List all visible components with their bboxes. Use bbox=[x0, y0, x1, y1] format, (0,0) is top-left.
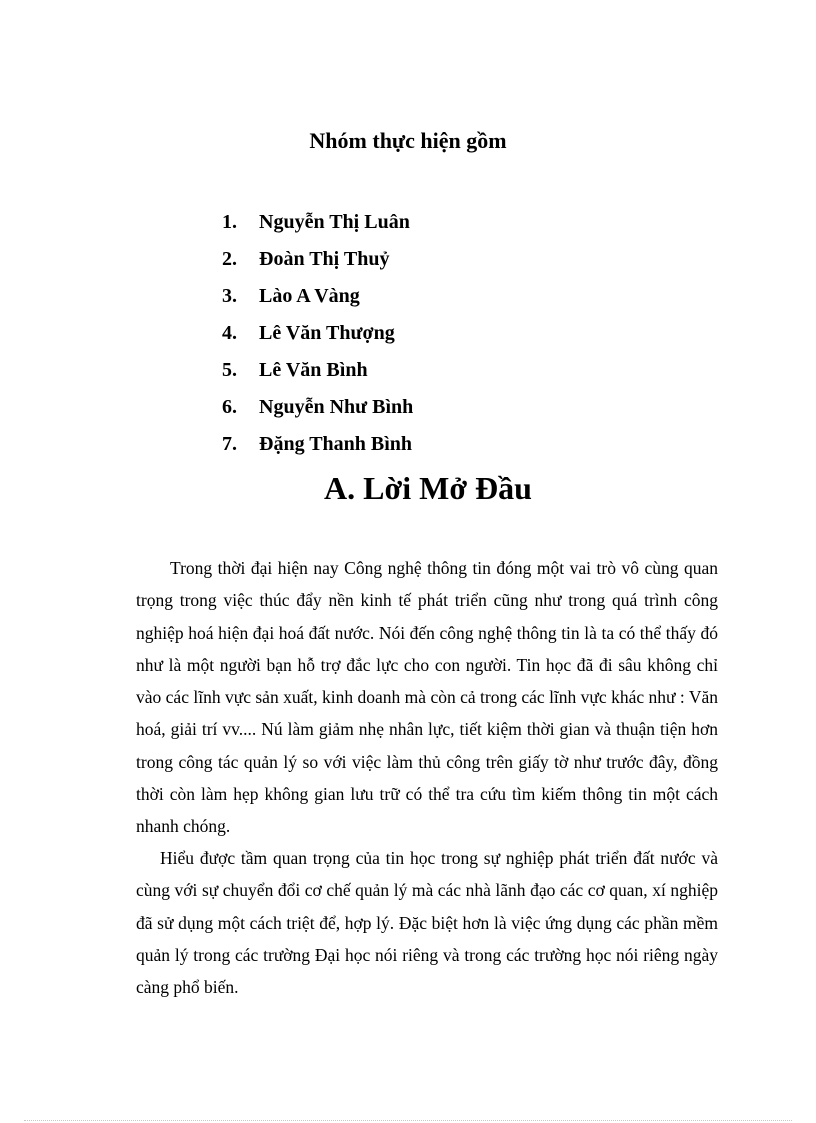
page-bottom-divider bbox=[24, 1120, 792, 1121]
member-item bbox=[222, 429, 413, 466]
member-name: Lào A Vàng bbox=[259, 285, 360, 307]
member-number: 7. bbox=[222, 433, 237, 455]
member-name: Lê Văn Thượng bbox=[259, 322, 395, 344]
member-number: 2. bbox=[222, 248, 237, 270]
member-number: 5. bbox=[222, 359, 237, 381]
member-item bbox=[222, 207, 413, 244]
member-list bbox=[222, 207, 413, 466]
member-number: 1. bbox=[222, 211, 237, 233]
member-item bbox=[222, 392, 413, 429]
member-name: Đặng Thanh Bình bbox=[259, 433, 413, 455]
member-name: Nguyễn Thị Luân bbox=[259, 211, 410, 233]
member-name: Đoàn Thị Thuỷ bbox=[259, 248, 390, 270]
member-number: 4. bbox=[222, 322, 237, 344]
member-item bbox=[222, 244, 413, 281]
member-name: Lê Văn Bình bbox=[259, 359, 368, 381]
member-number: 6. bbox=[222, 396, 237, 418]
intro-paragraph-2: Hiểu được tầm quan trọng của tin học trong sự nghiệp phát triển đất nước và cùng với sự chuyển đổi cơ chế quản lý mà các nhà lãnh đạo các cơ quan, xí nghiệp đã sử dụng một cách triệt để, hợp lý. Đặc biệt hơn là việc ứng dụng các phần mềm quản lý trong các trường Đại học nói riêng và trong các trường học nói riêng ngày càng phổ biến. bbox=[136, 848, 718, 998]
section-title: A. Lời Mở Đầu bbox=[324, 470, 532, 506]
intro-paragraph-1: Trong thời đại hiện nay Công nghệ thông tin đóng một vai trò vô cùng quan trọng trong việc thúc đẩy nền kinh tế phát triển cũng như trong quá trình công nghiệp hoá hiện đại hoá đất nước. Nói đến công nghệ thông tin là ta có thể thấy đó như là một người bạn hỗ trợ đắc lực cho con người. Tin học đã đi sâu không chỉ vào các lĩnh vực sản xuất, kinh doanh mà còn cả trong các lĩnh vực khác như : Văn hoá, giải trí vv.... Nú làm giảm nhẹ nhân lực, tiết kiệm thời gian và thuận tiện hơn trong công tác quản lý so với việc làm thủ công trên giấy tờ như trước đây, đồng thời còn làm hẹp không gian lưu trữ có thể tra cứu tìm kiếm thông tin một cách nhanh chóng. bbox=[136, 558, 718, 837]
member-item bbox=[222, 318, 413, 355]
member-item bbox=[222, 281, 413, 318]
group-heading: Nhóm thực hiện gồm bbox=[309, 128, 507, 153]
member-name: Nguyễn Như Bình bbox=[259, 396, 414, 418]
member-number: 3. bbox=[222, 285, 237, 307]
member-item bbox=[222, 355, 413, 392]
